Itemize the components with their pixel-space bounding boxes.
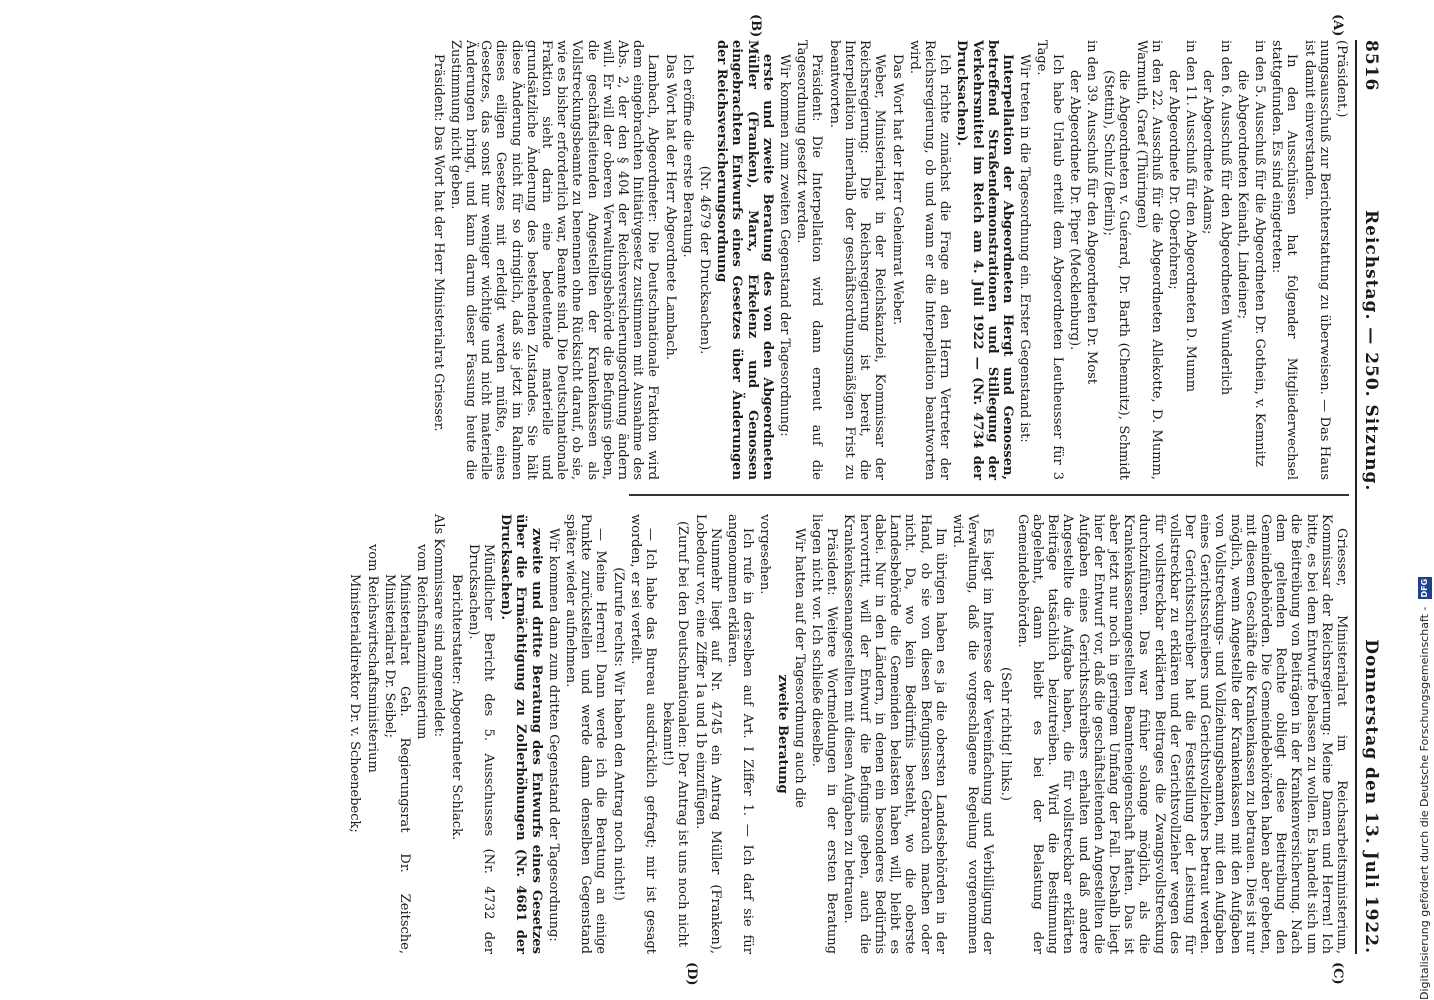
paragraph: Ministerialdirektor Dr. v. Schoenebeck;: [347, 574, 363, 833]
paragraph: Im übrigen haben es ja die obersten Landesbehörden in der Hand, ob sie von diesen Befugnissen Gebrauch machen oder nicht. Da, wo kein Bedürfnis besteht, wo die oberste Landesbehörde die Gemeinden belasten haben will, bleibt es dabei. Nur in den Ländern, in denen ein besonderes Bedürfnis hervortritt, will der Entwurf die Befugnis geben, auch die Krankenkassenangestellten mit diesen Aufgaben zu betrauen.: [841, 514, 948, 954]
speaker-note: (Präsident.): [1334, 40, 1349, 118]
left-column: [428, 40, 1349, 480]
funding-note-text: Digitalisierung gefördert durch die Deutsche Forschungsgemeinschaft -: [1418, 606, 1431, 1000]
speech: Präsident: Die Interpellation wird dann erneut auf die Tagesordnung gesetzt werden.: [794, 40, 825, 480]
paragraph: — Meine Herren! Dann werde ich die Beratung an einige Punkte zurückstellen und werde dann denselben Gegenstand später wieder aufnehmen.: [563, 514, 609, 954]
paragraph: vom Reichsfinanzministerium: [414, 544, 430, 740]
speech: Griesser, Ministerialrat im Reichsarbeitsministerium, Kommissar der Reichsregierung: Meine Damen und Herren! Ich bitte, es bei dem Entwurfe belassen zu wollen. Es handelt sich um die Beitreibung von Beiträgen in der Krankenversicherung. Nach dem geltenden Rechte obliegt diese Beitreibung den Gemeindebehörden. Die Gemeindebehörden haben aber gebeten, mit diesem Geschäfte die Krankenkassen zu betrauen. Dies ist nur möglich, wenn Angestellte der Krankenkassen mit den Aufgaben von Vollstreckungs- und Vollziehungsbeamten, mit den Aufgaben eines Gerichtsschreibers und Gerichtsvollziehers betraut werden. Der Gerichtsschreiber hat die Feststellung der Leistung für vollstreckbar zu erklären und der Gerichtsvollzieher wegen des für vollstreckbar erklärten Beitrages die Zwangsvollstreckung durchzuführen. Das war früher solange möglich, als die Krankenkassenangestellten Beamteneigenschaft hatten. Das ist aber jetzt nur noch in geringem Umfang der Fall. Deshalb liegt hier der Entwurf vor, daß die geschäftsleitenden Angestellten die Aufgaben eines Gerichtsschreibers erhalten und daß andere Angestellte die Aufgabe haben, die für vollstreckbar erklärten Beiträge tatsächlich beizutreiben. Wird die Bestimmung abgelehnt, dann bleibt es bei der Belastung der Gemeindebehörden.: [1014, 514, 1349, 954]
paragraph: in den 5. Ausschuß für die Abgeordneten Dr. Gothein, v. Kemnitz: [1251, 40, 1267, 467]
paragraph: Mündlicher Bericht des 5. Ausschusses (Nr. 4732 der Drucksachen).: [465, 544, 497, 954]
interjection: (Zuruf bei den Deutschnationalen: Der Antrag ist uns noch nicht bekannt!): [660, 520, 691, 948]
paragraph: der Abgeordnete Dr. Piper (Mecklenburg).: [1066, 70, 1082, 351]
paragraph: in den 22. Ausschuß für die Abgeordneten Allekotte, D. Mumm, Warmuth, Graef (Thüringen): [1133, 40, 1164, 480]
paragraph: vorgesehen.: [757, 514, 773, 595]
paragraph: Wir kommen zum zweiten Gegenstand der Tagesordnung:: [777, 54, 793, 437]
paragraph: Nunmehr liegt auf Nr. 4745 ein Antrag Müller (Franken), Lobedour vor, eine Ziffer 1a und 1b einzufügen.: [692, 514, 723, 954]
paragraph: die Abgeordneten v. Guérard, Dr. Barth (Chemnitz), Schmidt (Stettin), Schulz (Berlin);: [1101, 70, 1132, 480]
speech: Präsident: Weitere Wortmeldungen in der ersten Beratung liegen nicht vor. Ich schließe dieselbe.: [809, 514, 840, 954]
dfg-logo: DFG: [1418, 577, 1432, 599]
speech: Weber, Ministerialrat in der Reichskanzlei, Kommissar der Reichsregierung: Die Reichsregierung ist bereit, die Interpellation innerhalb der geschäftsordnungsmäßigen Frist zu beantworten.: [826, 40, 888, 480]
paragraph: in den 39. Ausschuß für den Abgeordneten Dr. Most: [1083, 40, 1099, 385]
page-header: [1355, 40, 1383, 954]
paragraph: in den 11. Ausschuß für den Abgeordneten D. Mumm: [1183, 40, 1199, 393]
agenda-item: Interpellation der Abgeordneten Hergt und Genossen, betreffend Straßendemonstrationen und Stillegung der Verkehrsmittel im Reich am 4. Juli 1922 — (Nr. 4734 der Drucksachen).: [954, 40, 1015, 480]
paragraph: Das Wort hat der Herr Geheimrat Weber.: [889, 54, 905, 326]
right-column: [345, 514, 1349, 954]
paragraph: Ich eröffne die erste Beratung.: [679, 54, 695, 258]
session-date: Donnerstag den 13. Juli 1922.: [1361, 639, 1381, 954]
margin-marker-a: (A): [1330, 14, 1345, 37]
paragraph: (Nr. 4679 der Drucksachen).: [697, 165, 713, 355]
column-divider: [629, 494, 1349, 496]
interjection: (Sehr richtig! links.): [997, 667, 1013, 801]
paragraph: Wir hatten auf der Tagesordnung auch die: [791, 528, 807, 808]
paragraph: der Abgeordnete Adams;: [1200, 70, 1216, 235]
page-number: 8516: [1361, 40, 1381, 92]
paragraph: Wir treten in die Tagesordnung ein. Erster Gegenstand ist:: [1017, 54, 1033, 443]
paragraph: vom Reichswirtschaftsministerium: [364, 544, 380, 773]
paragraph: die Abgeordneten Keinath, Lindeiner;: [1234, 70, 1250, 320]
paragraph: Wir kommen dann zum dritten Gegenstand der Tagesordnung:: [545, 528, 561, 942]
paragraph: der Abgeordnete Dr. Oberfohren;: [1165, 70, 1181, 290]
paragraph: Das Wort hat der Herr Abgeordnete Lambach.: [662, 54, 678, 361]
paragraph: Ich rufe in derselben auf Art. I Ziffer 1. — Ich darf sie für angenommen erklären.: [725, 514, 756, 954]
paragraph: Es liegt im Interesse der Vereinfachung und Verbilligung der Verwaltung, daß die vorgeschlagene Regelung vorgenommen wird.: [949, 514, 996, 954]
agenda-item: erste und zweite Beratung des von den Abgeordneten Müller (Franken), Marx, Erkelenz und Genossen eingebrachten Entwurfs eines Gesetzes über Änderungen der Reichsversicherungsordnung: [714, 40, 775, 480]
paragraph: in den 6. Ausschuß für den Abgeordneten Wunderlich: [1217, 40, 1233, 396]
paragraph: Berichterstatter: Abgeordneter Schlack.: [448, 574, 464, 841]
page-title: Reichstag. — 250. Sitzung.: [1361, 210, 1381, 492]
agenda-item: zweite und dritte Beratung des Entwurfs eines Gesetzes über die Ermächtigung zu Zollerhöhungen (Nr. 4681 der Drucksachen).: [498, 514, 544, 954]
margin-marker-d: (D): [684, 962, 699, 986]
paragraph: Als Kommissare sind angemeldet:: [431, 514, 447, 738]
speech: Lambach, Abgeordneter: Die Deutschnationale Fraktion wird dem eingebrachten Initiativgesetz zustimmen mit Ausnahme des Abs. 2, der den § 404 der Reichsversicherungsordnung ändern will. Er will der oberen Verwaltungsbehörde die Befugnis geben, die geschäftsleitenden Angestellten der Krankenkassen als Vollstreckungsbeamte zu benennen ohne Rücksicht darauf, ob sie, wie es bisher erforderlich war, Beamte sind. Die Deutschnationale Fraktion sieht darin eine bedeutende materielle und grundsätzliche Änderung des bestehenden Zustandes. Sie hält diese Änderung nicht für so dringlich, daß sie jetzt im Rahmen dieses eiligen Gesetzes mit erledigt werden müßte, eines Gesetzes, das sonst nur weniger wichtige und nicht materielle Änderungen bringt, und kann darum dieser Fassung heute die Zustimmung nicht geben.: [447, 40, 661, 480]
paragraph: Ich habe Urlaub erteilt dem Abgeordneten Leutheusser für 3 Tage.: [1034, 40, 1065, 480]
paragraph: — Ich habe das Bureau ausdrücklich gefragt; mir ist gesagt worden, er sei verteilt.: [627, 514, 659, 954]
interjection: (Zurufe rechts: Wir haben den Antrag noch nicht!): [610, 567, 626, 901]
agenda-item: zweite Beratung: [774, 674, 790, 794]
speech: Präsident: Das Wort hat der Herr Ministerialrat Griesser.: [430, 54, 446, 432]
digitization-note: [1408, 0, 1434, 1000]
paragraph: In den Ausschüssen hat folgender Mitgliederwechsel stattgefunden. Es sind eingetreten:: [1269, 40, 1300, 480]
paragraph: Ministerialrat Geh. Regierungsrat Dr. Zeitsche, Ministerialrat Dr. Seibel;: [381, 574, 413, 954]
margin-marker-c: (C): [1330, 962, 1345, 985]
paragraph: Ich richte zunächst die Frage an den Herrn Vertreter der Reichsregierung, ob und wann er die Interpellation beantworten wird.: [906, 40, 953, 480]
margin-marker-b: (B): [748, 14, 763, 38]
paragraph: nungsausschuß zur Berichterstattung zu überweisen. — Das Haus ist damit einverstanden.: [1301, 40, 1332, 480]
